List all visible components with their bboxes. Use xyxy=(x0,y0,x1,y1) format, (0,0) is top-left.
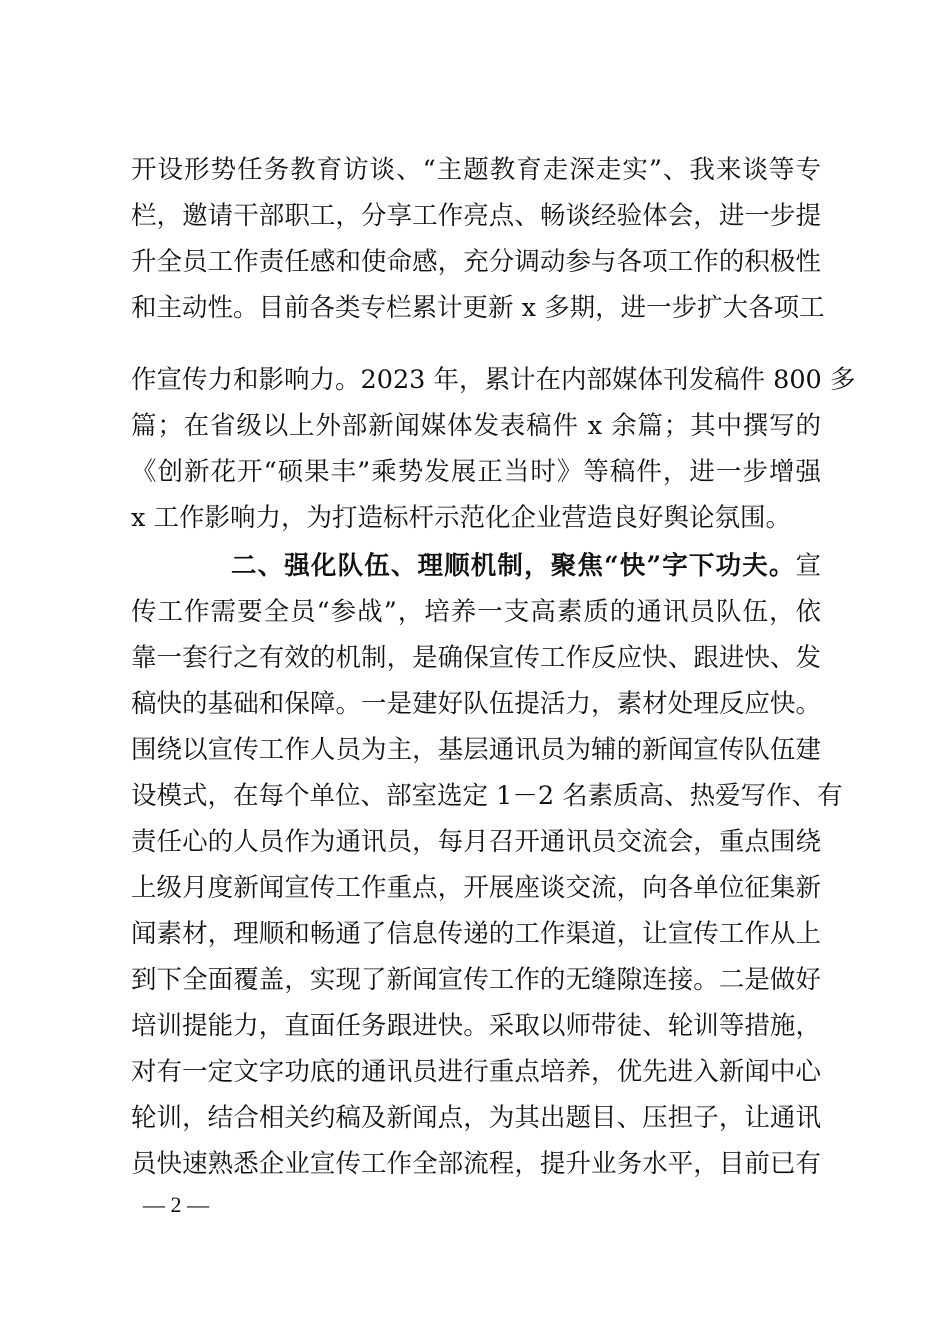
paragraph-line: 轮训，结合相关约稿及新闻点，为其出题目、压担子，让通讯 xyxy=(131,1103,821,1133)
paragraph-line: 到下全面覆盖，实现了新闻宣传工作的无缝隙连接。二是做好 xyxy=(131,965,821,995)
paragraph-line: 围绕以宣传工作人员为主，基层通讯员为辅的新闻宣传队伍建 xyxy=(131,735,821,765)
page-number: — 2 — xyxy=(143,1192,209,1217)
paragraph-line: 升全员工作责任感和使命感，充分调动参与各项工作的积极性 xyxy=(131,247,821,277)
paragraph-line: 开设形势任务教育访谈、“主题教育走深走实”、我来谈等专 xyxy=(131,155,821,185)
paragraph-line: 上级月度新闻宣传工作重点，开展座谈交流，向各单位征集新 xyxy=(131,873,821,903)
section-heading: 二、强化队伍、理顺机制，聚焦“快”字下功夫。 xyxy=(231,551,796,581)
paragraph-line: 和主动性。目前各类专栏累计更新 x 多期，进一步扩大各项工 xyxy=(131,293,825,323)
paragraph-line: 设模式，在每个单位、部室选定 1－2 名素质高、热爱写作、有 xyxy=(131,781,843,811)
section-heading-line xyxy=(231,546,821,586)
paragraph-line: 稿快的基础和保障。一是建好队伍提活力，素材处理反应快。 xyxy=(131,689,821,719)
paragraph-line: 员快速熟悉企业宣传工作全部流程，提升业务水平，目前已有 xyxy=(131,1149,821,1179)
paragraph-line: 传工作需要全员“参战”，培养一支高素质的通讯员队伍，依 xyxy=(131,597,821,627)
paragraph-line: 靠一套行之有效的机制，是确保宣传工作反应快、跟进快、发 xyxy=(131,643,821,673)
paragraph-line: 栏，邀请干部职工，分享工作亮点、畅谈经验体会，进一步提 xyxy=(131,201,821,231)
paragraph-line: 篇；在省级以上外部新闻媒体发表稿件 x 余篇；其中撰写的 xyxy=(131,411,821,441)
paragraph-line: 责任心的人员作为通讯员，每月召开通讯员交流会，重点围绕 xyxy=(131,827,821,857)
paragraph-line: 闻素材，理顺和畅通了信息传递的工作渠道，让宣传工作从上 xyxy=(131,919,821,949)
paragraph-line: 培训提能力，直面任务跟进快。采取以师带徒、轮训等措施， xyxy=(131,1011,821,1041)
paragraph-line: 作宣传力和影响力。2023 年，累计在内部媒体刊发稿件 800 多 xyxy=(131,365,856,395)
paragraph-line: x 工作影响力，为打造标杆示范化企业营造良好舆论氛围。 xyxy=(131,503,791,533)
heading-line-rest: 宣 xyxy=(795,551,821,581)
paragraph-line: 对有一定文字功底的通讯员进行重点培养，优先进入新闻中心 xyxy=(131,1057,821,1087)
paragraph-line: 《创新花开“硕果丰”乘势发展正当时》等稿件，进一步增强 xyxy=(131,457,821,487)
